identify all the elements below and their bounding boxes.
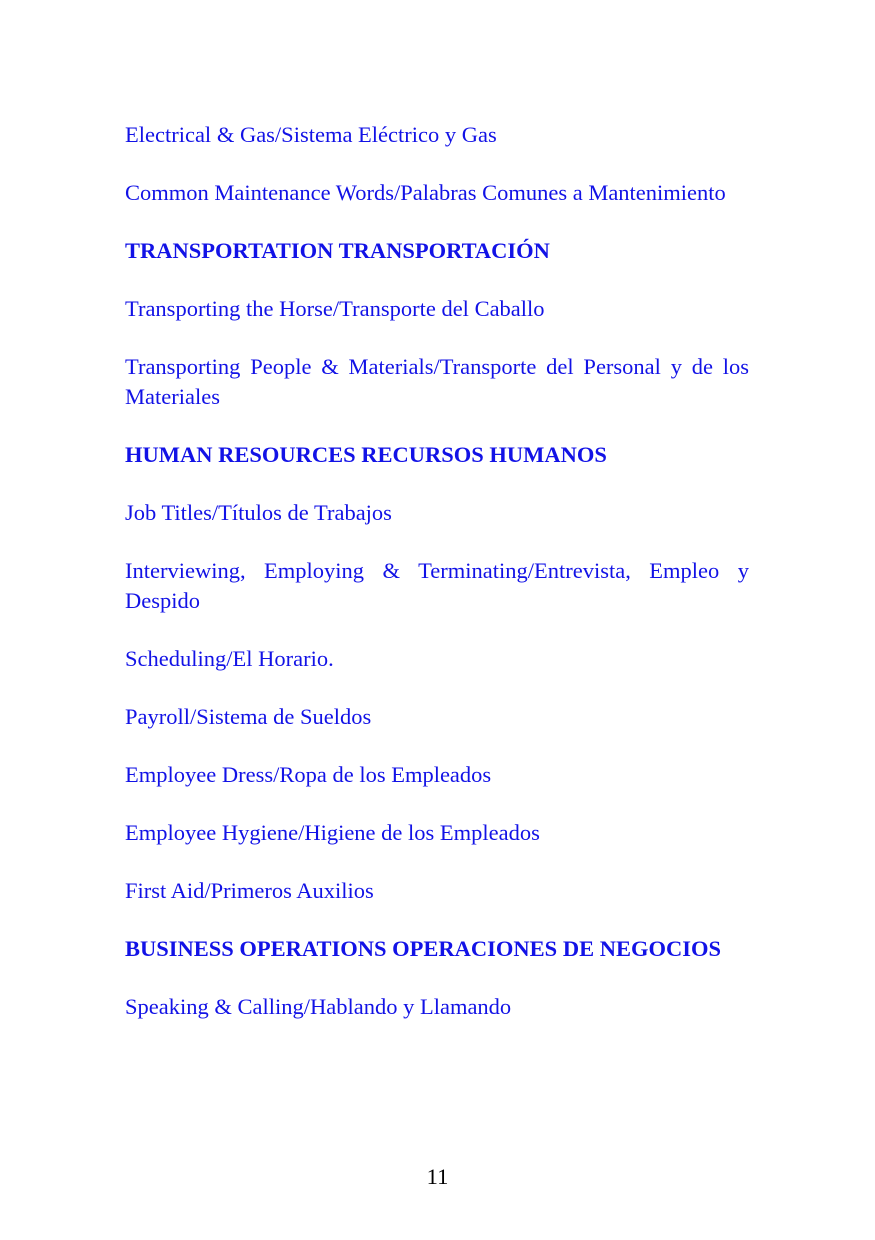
toc-section-heading[interactable]: TRANSPORTATION TRANSPORTACIÓN: [125, 238, 550, 263]
toc-section-heading[interactable]: HUMAN RESOURCES RECURSOS HUMANOS: [125, 442, 607, 467]
toc-entry[interactable]: Job Titles/Títulos de Trabajos: [125, 500, 392, 525]
toc-entry[interactable]: Transporting the Horse/Transporte del Caballo: [125, 296, 545, 321]
toc-entry[interactable]: Scheduling/El Horario.: [125, 646, 334, 671]
toc-entry[interactable]: Payroll/Sistema de Sueldos: [125, 704, 372, 729]
toc-entry[interactable]: Employee Hygiene/Higiene de los Empleados: [125, 820, 540, 845]
toc-entry[interactable]: Speaking & Calling/Hablando y Llamando: [125, 994, 512, 1019]
page-number: 11: [426, 1164, 449, 1189]
toc-list: [125, 120, 749, 1050]
toc-entry[interactable]: Common Maintenance Words/Palabras Comunes a Mantenimiento: [125, 180, 726, 205]
toc-entry[interactable]: First Aid/Primeros Auxilios: [125, 878, 374, 903]
toc-entry[interactable]: Employee Dress/Ropa de los Empleados: [125, 762, 492, 787]
toc-entry[interactable]: Interviewing, Employing & Terminating/Entrevista, Empleo y Despido: [125, 558, 749, 613]
toc-entry[interactable]: Electrical & Gas/Sistema Eléctrico y Gas: [125, 122, 497, 147]
toc-entry[interactable]: Transporting People & Materials/Transporte del Personal y de los Materiales: [125, 354, 749, 409]
toc-section-heading[interactable]: BUSINESS OPERATIONS OPERACIONES DE NEGOCIOS: [125, 936, 721, 961]
